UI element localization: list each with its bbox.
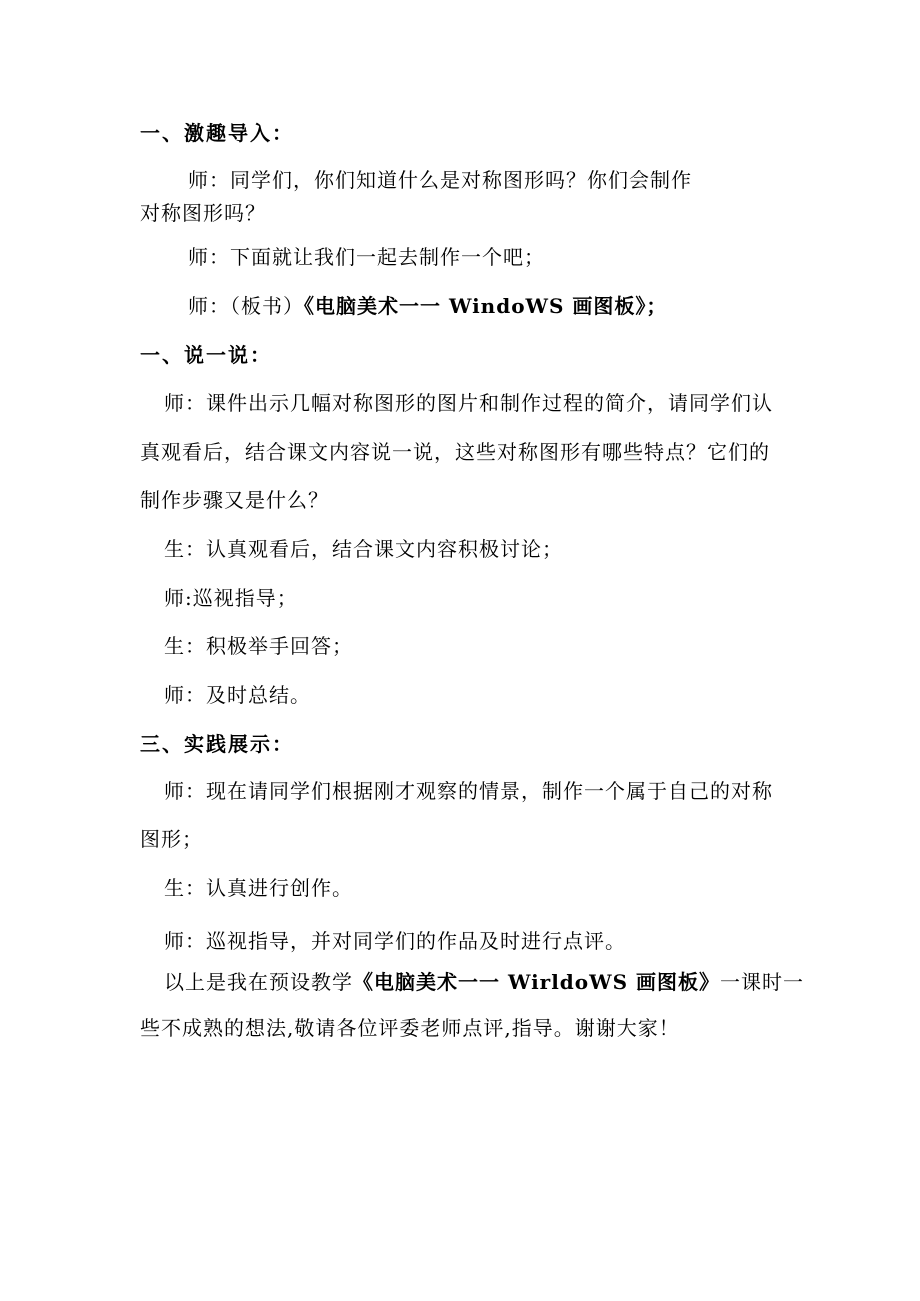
paragraph-line: 生：积极举手回答； bbox=[164, 634, 353, 658]
paragraph-line: 真观看后，结合课文内容说一说，这些对称图形有哪些特点？它们的 bbox=[140, 440, 770, 464]
section-heading-practice: 三、实践展示： bbox=[140, 732, 294, 756]
paragraph-line: 对称图形吗？ bbox=[140, 201, 266, 225]
section-heading-intro: 一、激趣导入： bbox=[140, 121, 294, 145]
paragraph-line: 师：现在请同学们根据刚才观察的情景，制作一个属于自己的对称 bbox=[164, 779, 773, 803]
paragraph-line: 师：下面就让我们一起去制作一个吧； bbox=[188, 245, 545, 269]
paragraph-line: 师：课件出示几幅对称图形的图片和制作过程的简介，请同学们认 bbox=[164, 391, 773, 415]
paragraph-line: 师：及时总结。 bbox=[164, 683, 311, 707]
paragraph-line: 生：认真进行创作。 bbox=[164, 876, 353, 900]
paragraph-prefix: 师：（板书） bbox=[188, 294, 304, 318]
closing-line: 些不成熟的想法,敬请各位评委老师点评,指导。谢谢大家！ bbox=[140, 1016, 680, 1040]
closing-prefix: 以上是我在预设教学 bbox=[164, 970, 353, 994]
paragraph-line: 生：认真观看后，结合课文内容积极讨论； bbox=[164, 537, 563, 561]
lesson-title: 《电脑美术一一 WindoWS 画图板》； bbox=[304, 294, 668, 318]
paragraph-line bbox=[188, 294, 667, 318]
closing-lesson-title: 《电脑美术一一 WirldoWS 画图板》 bbox=[353, 970, 720, 994]
paragraph-line: 制作步骤又是什么？ bbox=[140, 488, 329, 512]
paragraph-line: 师：巡视指导，并对同学们的作品及时进行点评。 bbox=[164, 929, 626, 953]
closing-line bbox=[164, 970, 804, 994]
closing-suffix: 一课时一 bbox=[720, 970, 804, 994]
paragraph-line: 图形； bbox=[140, 827, 203, 851]
paragraph-line: 师:巡视指导； bbox=[164, 586, 298, 610]
section-heading-discuss: 一、说一说： bbox=[140, 343, 272, 367]
paragraph-line: 师：同学们，你们知道什么是对称图形吗？你们会制作 bbox=[188, 168, 692, 192]
